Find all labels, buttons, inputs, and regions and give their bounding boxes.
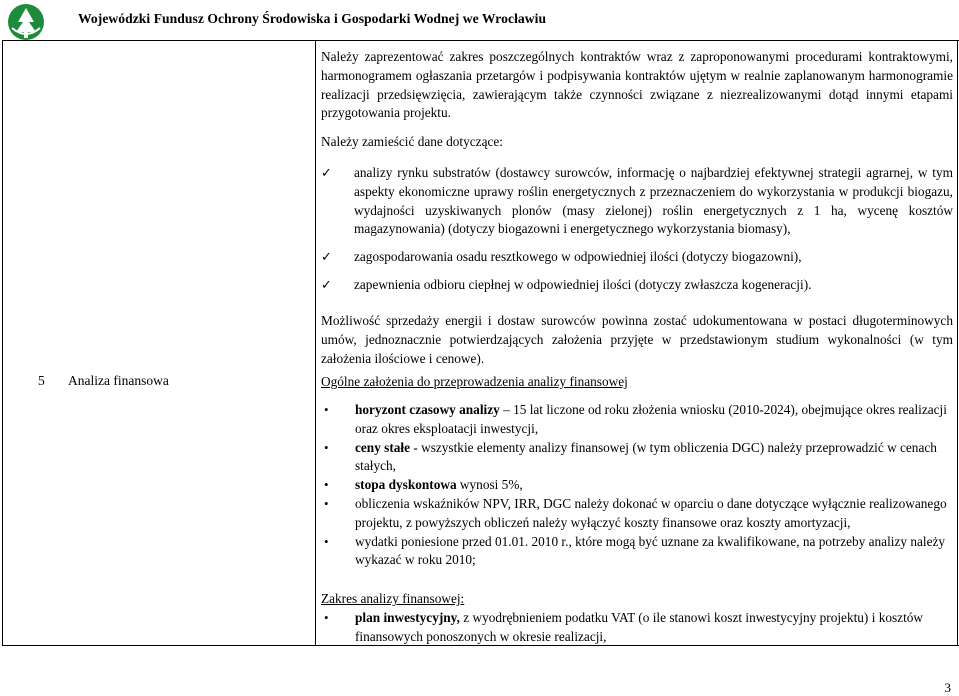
list-item-bold: horyzont czasowy analizy	[355, 402, 500, 417]
table-column-divider	[315, 41, 316, 646]
list-item	[321, 276, 953, 295]
list-item-text: – 15 lat liczone od roku złożenia wniosku (2010-2024), obejmujące okres realizacji oraz okres eksploatacji inwestycji,	[355, 402, 947, 436]
header-title: Wojewódzki Fundusz Ochrony Środowiska i Gospodarki Wodnej we Wrocławiu	[78, 11, 547, 26]
list-item-bold: ceny stałe	[355, 439, 411, 455]
row4-closing-paragraph: Możliwość sprzedaży energii i dostaw surowców powinna zostać udokumentowana w postaci długoterminowych umów, jednoznacznie potwierdzających założenia przyjęte w przedstawionym studium wykonalności (w tym założenia ilościowe i cenowe).	[321, 313, 953, 366]
bullet-icon: •	[324, 402, 329, 417]
check-icon: ✓	[321, 165, 332, 180]
list-item	[321, 533, 953, 571]
list-item	[321, 248, 953, 267]
list-item	[321, 401, 953, 439]
bullet-icon: •	[324, 439, 329, 455]
list-item-text: zagospodarowania osadu resztkowego w odpowiedniej ilości (dotyczy biogazowni),	[354, 249, 802, 265]
row4-intro-paragraph: Należy zaprezentować zakres poszczególnych kontraktów wraz z zaproponowanymi procedurami kontraktowymi, harmonogramem ogłaszania przetargów i podpisywania kontraktów ujętym w realnie zaplanowanym harmonogramie realizacji przedsięwzięcia, zawierającym także czynności związane z niezrealizowanymi dotąd innymi etapami przygotowania projektu.	[321, 49, 953, 121]
list-item	[321, 164, 953, 239]
list-item-bold: plan inwestycyjny,	[355, 610, 460, 625]
list-item-text: zapewnienia odbioru ciepłnej w odpowiedniej ilości (dotyczy zwłaszcza kogeneracji).	[354, 276, 812, 292]
assumptions-list	[321, 401, 953, 570]
fund-logo-icon	[6, 2, 46, 44]
table-border-right	[957, 41, 958, 646]
list-item-text: analizy rynku substratów (dostawcy surowców, informację o najbardziej efektywnej strategii agrarnej, w tym aspekty ekonomiczne uprawy roślin energetycznych z przeznaczeniem do wykorzystania w produkcji biogazu, wydajności uzyskiwanych plonów (masy zielonej) roślin energetycznych z 1 ha, wycenę kosztów magazynowania) (dotyczy biogazowni i energetycznego wykorzystania biomasy),	[354, 165, 953, 237]
bullet-icon: •	[324, 610, 329, 625]
scope-list	[321, 609, 953, 647]
list-item-text: wynosi 5%,	[456, 477, 523, 493]
row-number: 5	[38, 373, 45, 388]
bullet-icon: •	[324, 495, 329, 511]
list-item	[321, 609, 953, 647]
bullet-icon: •	[324, 533, 329, 549]
list-item-bold: stopa dyskontowa	[355, 477, 457, 493]
check-icon: ✓	[321, 276, 332, 292]
list-item	[321, 476, 953, 495]
list-item-text: z wyodrębnieniem podatku VAT (o ile stanowi koszt inwestycyjny projektu) i kosztów finansowych ponoszonych w okresie realizacji,	[355, 610, 924, 644]
section-heading: Ogólne założenia do przeprowadzenia analizy finansowej	[321, 374, 628, 389]
list-item	[321, 439, 953, 477]
list-item-text: obliczenia wskaźników NPV, IRR, DGC należy dokonać w oparciu o dane dotyczące wyłącznie realizowanego projektu, z powyższych obliczeń należy wyłączyć koszty finansowe oraz koszty amortyzacji,	[355, 495, 947, 530]
row-title: Analiza finansowa	[68, 373, 169, 388]
list-item-text: wydatki poniesione przed 01.01. 2010 r., które mogą być uznane za kwalifikowane, na potrzeby analizy należy wykazać w roku 2010;	[355, 533, 946, 568]
scope-heading: Zakres analizy finansowej:	[321, 591, 465, 606]
page-number: 3	[944, 680, 951, 695]
list-item	[321, 495, 953, 533]
row4-checklist	[321, 164, 953, 295]
list-item-text: - wszystkie elementy analizy finansowej (w tym obliczenia DGC) należy przeprowadzić w cenach stałych,	[355, 439, 937, 474]
table-border-left	[2, 41, 3, 646]
bullet-icon: •	[324, 477, 329, 493]
check-icon: ✓	[321, 249, 332, 265]
header-divider	[2, 40, 959, 41]
row4-data-heading: Należy zamieścić dane dotyczące:	[321, 134, 503, 149]
